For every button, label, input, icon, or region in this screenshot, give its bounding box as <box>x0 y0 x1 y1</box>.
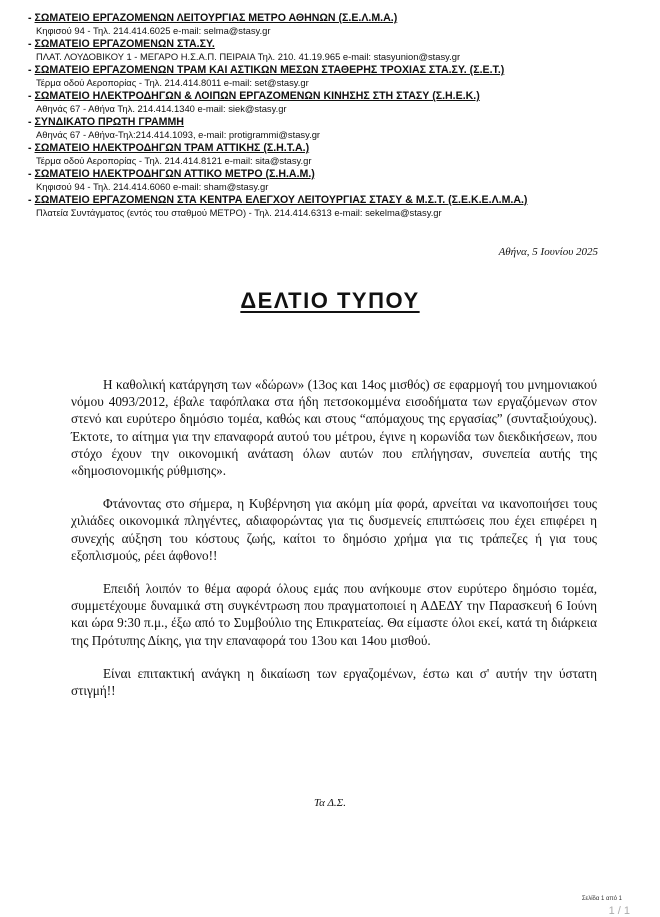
body-paragraph: Η καθολική κατάργηση των «δώρων» (13ος και 14ος μισθός) σε εφαρμογή του μνημονιακού νόμου 4093/2012, έβαλε ταφόπλακα στα ήδη πετσοκομμένα εισοδήματα των εργαζόμενων στον στενό και ευρύτερο δημόσιο τομέα, καθώς και στους “απόμαχους της εργασίας” (συνταξιούχους). Έκτοτε, το αίτημα για την επαναφορά αυτού του μέτρου, έγινε η κορωνίδα των διεκδικήσεων, που στόχο έχουν την οικονομική ανάταση όλων αυτών που επλήγησαν, συνεπεία αυτής της «δημοσιονομικής ρύθμισης». <box>71 377 597 479</box>
union-entry <box>28 142 638 167</box>
union-entry <box>28 168 638 193</box>
body-paragraph: Φτάνοντας στο σήμερα, η Κυβέρνηση για ακόμη μία φορά, αρνείται να ικανοποιήσει τους χιλιάδες οικονομικά πληγέντες, αδιαφορώντας για τις δυσμενείς επιπτώσεις που έχει επιφέρει η συνεχής αύξηση του κόστους ζωής, καίτοι το δημόσιο χρήμα για τις τράπεζες ή για τους εξοπλισμούς, ρέει άφθονο!! <box>71 496 597 563</box>
body-paragraph: Επειδή λοιπόν το θέμα αφορά όλους εμάς που ανήκουμε στον ευρύτερο δημόσιο τομέα, συμμετέχουμε δυναμικά στη συγκέντρωση που πραγματοποιεί η ΑΔΕΔΥ την Παρασκευή 6 Ιούνη και ώρα 9:30 π.μ., έξω από το Συμβούλιο της Επικρατείας. Θα είμαστε όλοι εκεί, κατά τη διάρκεια της Πρότυπης Δίκης, για την επαναφορά του 13ου και 14ου μισθού. <box>71 581 597 648</box>
union-contact: ΠΛΑΤ. ΛΟΥΔΟΒΙΚΟΥ 1 - ΜΕΓΑΡΟ Η.Σ.Α.Π. ΠΕΙΡΑΙΑ Τηλ. 210. 41.19.965 e-mail: stasyunion@stasy.gr <box>36 51 461 62</box>
union-name: - ΣΩΜΑΤΕΙΟ ΕΡΓΑΖΟΜΕΝΩΝ ΣΤΑ.ΣΥ. <box>28 38 638 51</box>
union-contact: Κηφισού 94 - Τηλ. 214.414.6060 e-mail: sham@stasy.gr <box>36 181 269 192</box>
union-entry <box>28 194 638 219</box>
signature: Τα Δ.Σ. <box>314 797 346 809</box>
union-name: - ΣΩΜΑΤΕΙΟ ΕΡΓΑΖΟΜΕΝΩΝ ΛΕΙΤΟΥΡΓΙΑΣ ΜΕΤΡΟ ΑΘΗΝΩΝ (Σ.Ε.Λ.Μ.Α.) <box>28 12 638 25</box>
union-entry <box>28 64 638 89</box>
union-name: - ΣΥΝΔΙΚΑΤΟ ΠΡΩΤΗ ΓΡΑΜΜΗ <box>28 116 638 129</box>
union-list <box>28 12 638 220</box>
union-contact: Αθηνάς 67 - Αθήνα Τηλ. 214.414.1340 e-mail: siek@stasy.gr <box>36 103 287 114</box>
union-contact: Τέρμα οδού Αεροπορίας - Τηλ. 214.414.8011 e-mail: set@stasy.gr <box>36 77 309 88</box>
union-name: - ΣΩΜΑΤΕΙΟ ΕΡΓΑΖΟΜΕΝΩΝ ΣΤΑ ΚΕΝΤΡΑ ΕΛΕΓΧΟΥ ΛΕΙΤΟΥΡΓΙΑΣ ΣΤΑΣΥ & Μ.Σ.Τ. (Σ.Ε.Κ.Ε.Λ.Μ.Α.) <box>28 194 638 207</box>
press-release-body <box>71 376 597 715</box>
union-name: - ΣΩΜΑΤΕΙΟ ΗΛΕΚΤΡΟΔΗΓΩΝ ΤΡΑΜ ΑΤΤΙΚΗΣ (Σ.Η.Τ.Α.) <box>28 142 638 155</box>
page-indicator: 1 / 1 <box>608 905 630 917</box>
union-contact: Κηφισού 94 - Τηλ. 214.414.6025 e-mail: selma@stasy.gr <box>36 25 271 36</box>
body-paragraph: Είναι επιτακτική ανάγκη η δικαίωση των εργαζομένων, έστω και σ' αυτήν την ύστατη στιγμή!! <box>71 665 597 699</box>
union-name: - ΣΩΜΑΤΕΙΟ ΗΛΕΚΤΡΟΔΗΓΩΝ & ΛΟΙΠΩΝ ΕΡΓΑΖΟΜΕΝΩΝ ΚΙΝΗΣΗΣ ΣΤΗ ΣΤΑΣΥ (Σ.Η.Ε.Κ.) <box>28 90 638 103</box>
union-name: - ΣΩΜΑΤΕΙΟ ΕΡΓΑΖΟΜΕΝΩΝ ΤΡΑΜ ΚΑΙ ΑΣΤΙΚΩΝ ΜΕΣΩΝ ΣΤΑΘΕΡΗΣ ΤΡΟΧΙΑΣ ΣΤΑ.ΣΥ. (Σ.Ε.Τ.) <box>28 64 638 77</box>
union-entry <box>28 12 638 37</box>
union-contact: Πλατεία Συντάγματος (εντός του σταθμού ΜΕΤΡΟ) - Τηλ. 214.414.6313 e-mail: sekelma@stasy.gr <box>36 207 442 218</box>
union-entry <box>28 90 638 115</box>
union-contact: Τέρμα οδού Αεροπορίας - Τηλ. 214.414.8121 e-mail: sita@stasy.gr <box>36 155 312 166</box>
document-date: Αθήνα, 5 Ιουνίου 2025 <box>498 246 598 258</box>
union-entry <box>28 116 638 141</box>
document-title: ΔΕΛΤΙΟ ΤΥΠΟΥ <box>240 288 420 313</box>
page-footer: Σελίδα 1 από 1 <box>581 896 622 902</box>
union-entry <box>28 38 638 63</box>
union-contact: Αθηνάς 67 - Αθήνα-Τηλ:214.414.1093, e-mail: protigrammi@stasy.gr <box>36 129 321 140</box>
union-name: - ΣΩΜΑΤΕΙΟ ΗΛΕΚΤΡΟΔΗΓΩΝ ΑΤΤΙΚΟ ΜΕΤΡΟ (Σ.Η.Α.Μ.) <box>28 168 638 181</box>
